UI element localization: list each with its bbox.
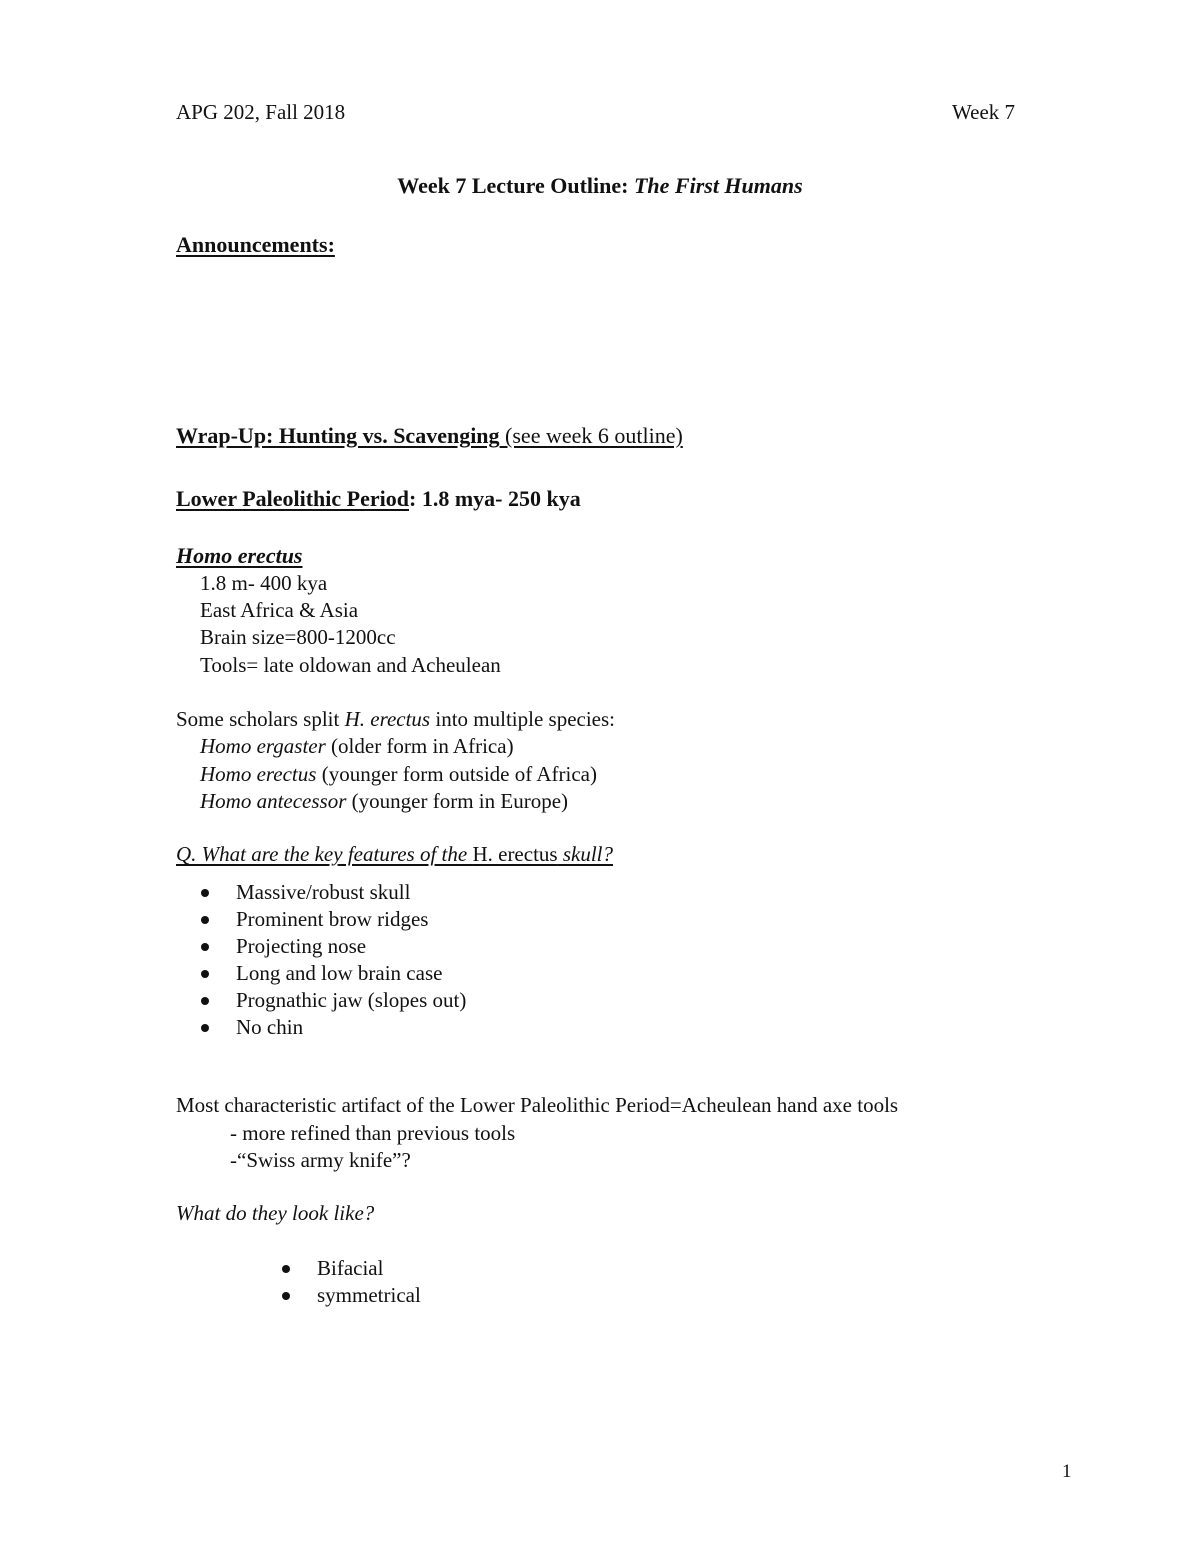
bullet-icon (201, 889, 209, 897)
species-desc: (older form in Africa) (325, 734, 514, 758)
species-name: Homo erectus (200, 762, 317, 786)
wrapup-note: (see week 6 outline) (499, 423, 683, 448)
list-item-text: symmetrical (317, 1283, 421, 1307)
erectus-fact: Brain size=800-1200cc (200, 625, 396, 649)
split-intro (176, 706, 615, 733)
list-item-text: Bifacial (317, 1256, 384, 1280)
announcements-heading: Announcements: (176, 232, 335, 257)
bullet-icon (201, 916, 209, 924)
list-item-text: Massive/robust skull (236, 880, 411, 904)
page-number: 1 (1062, 1461, 1072, 1482)
bullet-icon (201, 997, 209, 1005)
species-item (200, 761, 597, 788)
split-intro-species: H. erectus (344, 707, 431, 731)
look-question: What do they look like? (176, 1201, 375, 1225)
split-intro-post: into multiple species: (430, 707, 615, 731)
list-item-text: Long and low brain case (236, 961, 443, 985)
page-title (0, 172, 1200, 199)
skull-question-post: skull? (557, 842, 614, 866)
skull-question-pre: Q. What are the key features of the (176, 842, 473, 866)
bullet-icon (201, 943, 209, 951)
species-item (200, 733, 514, 760)
erectus-fact: East Africa & Asia (200, 598, 359, 622)
header-week: Week 7 (952, 100, 1016, 124)
artifact-line: Most characteristic artifact of the Lower Paleolithic Period=Acheulean hand axe tools (176, 1093, 899, 1117)
list-item-text: Prognathic jaw (slopes out) (236, 988, 467, 1012)
species-name: Homo antecessor (200, 789, 347, 813)
wrapup-heading-line (176, 422, 683, 449)
lower-paleolithic-heading: Lower Paleolithic Period (176, 486, 409, 511)
wrapup-heading: Wrap-Up: Hunting vs. Scavenging (176, 423, 500, 448)
bullet-icon (201, 1024, 209, 1032)
list-item-text: No chin (236, 1015, 304, 1039)
list-item-text: Projecting nose (236, 934, 367, 958)
artifact-sub: -“Swiss army knife”? (230, 1148, 411, 1172)
lower-paleolithic-line (176, 485, 581, 512)
header-course: APG 202, Fall 2018 (176, 100, 346, 124)
species-name: Homo ergaster (200, 734, 326, 758)
skull-question (176, 841, 613, 868)
species-item (200, 788, 568, 815)
list-item-text: Prominent brow ridges (236, 907, 429, 931)
skull-question-species: H. erectus (472, 842, 558, 866)
page-title-prefix: Week 7 Lecture Outline: (397, 173, 634, 198)
split-intro-pre: Some scholars split (176, 707, 345, 731)
bullet-icon (282, 1265, 290, 1273)
artifact-sub: - more refined than previous tools (230, 1121, 516, 1145)
lower-paleolithic-colon: : (409, 486, 417, 511)
lower-paleolithic-range: 1.8 mya- 250 kya (416, 486, 581, 511)
bullet-icon (201, 970, 209, 978)
species-desc: (younger form outside of Africa) (316, 762, 597, 786)
species-desc: (younger form in Europe) (346, 789, 569, 813)
page-title-topic: The First Humans (633, 173, 803, 198)
erectus-fact: Tools= late oldowan and Acheulean (200, 653, 501, 677)
erectus-fact: 1.8 m- 400 kya (200, 571, 328, 595)
bullet-icon (282, 1292, 290, 1300)
homo-erectus-heading: Homo erectus (176, 543, 303, 568)
